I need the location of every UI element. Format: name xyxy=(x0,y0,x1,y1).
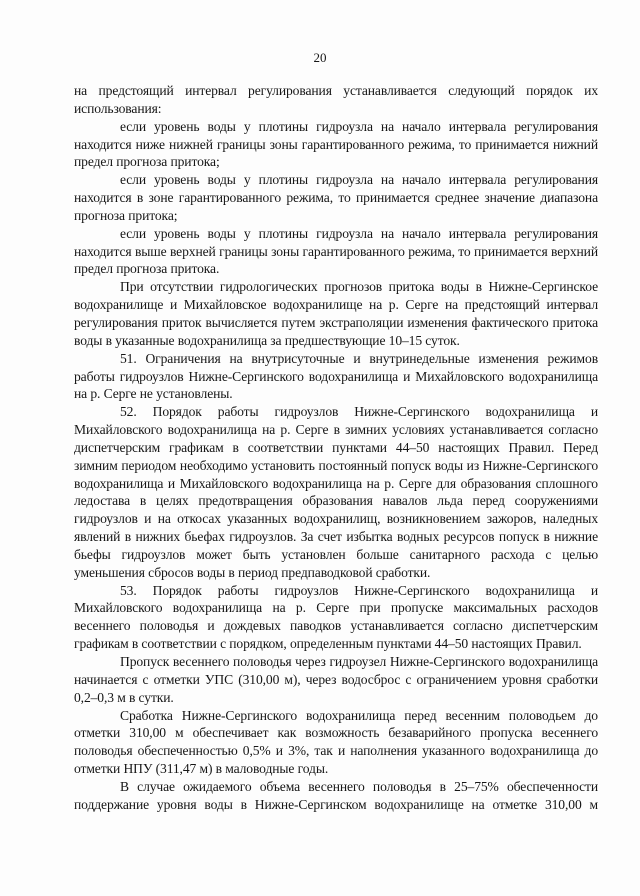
paragraph-rule-below-zone: если уровень воды у плотины гидроузла на начало интервала регулирования находится ниже нижней границы зоны гарантированного режима, то принимается нижний предел прогноза притока; xyxy=(74,118,598,170)
paragraph-drawdown: Сработка Нижне-Сергинского водохранилища перед весенним половодьем до отметки 310,00 м обеспечивает как возможность безаварийного пропуска весеннего половодья обеспеченностью 0,5% и 3%, так и наполнения указанного водохранилища до отметки НПУ (311,47 м) в маловодные годы. xyxy=(74,707,598,777)
paragraph-item-53: 53. Порядок работы гидроузлов Нижне-Сергинского водохранилища и Михайловского водохранилища на р. Серге при пропуске максимальных расходов весеннего половодья и дождевых паводков устанавливается согласно диспетчерским графикам в соответствии с порядком, определенным пунктами 44–50 настоящих Правил. xyxy=(74,582,598,652)
paragraph-item-51: 51. Ограничения на внутрисуточные и внутринедельные изменения режимов работы гидроузлов Нижне-Сергинского водохранилища и Михайловского водохранилища на р. Серге не установлены. xyxy=(74,350,598,402)
paragraph-expected-volume: В случае ожидаемого объема весеннего половодья в 25–75% обеспеченности поддержание уровня воды в Нижне-Сергинском водохранилище на отметке 310,00 м xyxy=(74,778,598,812)
paragraph-no-forecast: При отсутствии гидрологических прогнозов притока воды в Нижне-Сергинское водохранилище и Михайловское водохранилище на р. Серге на предстоящий интервал регулирования приток вычисляется путем экстраполяции изменения фактического притока воды в указанные водохранилища за предшествующие 10–15 суток. xyxy=(74,279,598,348)
paragraph-rule-in-zone: если уровень воды у плотины гидроузла на начало интервала регулирования находится в зоне гарантированного режима, то принимается среднее значение диапазона прогноза притока; xyxy=(74,172,598,223)
page-number: 20 xyxy=(313,50,327,65)
paragraph-intro: на предстоящий интервал регулирования устанавливается следующий порядок их использования: xyxy=(74,83,598,116)
paragraph-rule-above-zone: если уровень воды у плотины гидроузла на начало интервала регулирования находится выше верхней границы зоны гарантированного режима, то принимается верхний предел прогноза притока. xyxy=(74,225,598,277)
paragraph-flood-passage: Пропуск весеннего половодья через гидроузел Нижне-Сергинского водохранилища начинается с отметки УПС (310,00 м), через водосброс с ограничением уровня сработки 0,2–0,3 м в сутки. xyxy=(74,654,598,705)
document-body xyxy=(74,82,598,814)
paragraph-item-52: 52. Порядок работы гидроузлов Нижне-Сергинского водохранилища и Михайловского водохранилища на р. Серге в зимних условиях устанавливается согласно диспетчерским графикам в соответствии пунктами 44–50 настоящих Правил. Перед зимним периодом необходимо установить постоянный попуск воды из Нижне-Сергинского водохранилища и Михайловского водохранилища на р. Серге для образования сплошного ледостава в целях предотвращения образования навалов льда перед сооружениями гидроузлов и на откосах указанных водохранилищ, возникновением зажоров, наледных явлений в нижних бьефах гидроузлов. За счет избытка водных ресурсов попуск в нижние бьефы гидроузлов может быть установлен больше санитарного расхода с целью уменьшения сбросов воды в период предпаводковой сработки. xyxy=(74,404,598,580)
